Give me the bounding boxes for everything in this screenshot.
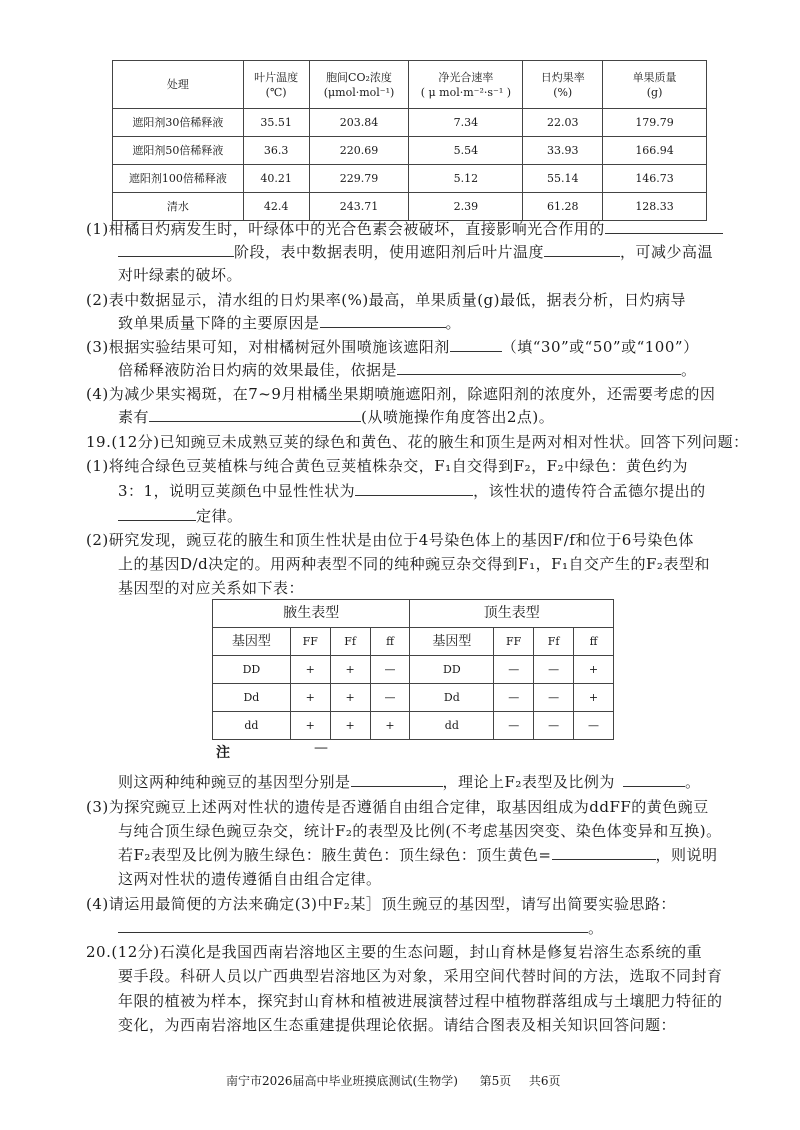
answer-blank[interactable] <box>450 337 502 352</box>
table-header-row <box>213 628 614 656</box>
table-row <box>213 656 614 684</box>
table-cell: + <box>330 656 370 684</box>
table-cell: DD <box>410 656 494 684</box>
table-header-row <box>113 61 707 109</box>
table-cell: + <box>290 712 330 740</box>
q20-line2: 要手段。科研人员以广西典型岩溶地区为对象，采用空间代替时间的方法，选取不同封育 <box>118 967 723 985</box>
header-cell: 净光合速率 ( μ mol·m⁻²·s⁻¹ ) <box>409 61 523 109</box>
answer-blank[interactable] <box>320 313 446 328</box>
answer-blank[interactable] <box>397 360 681 375</box>
table-row <box>113 109 707 137</box>
table-cell: — <box>494 684 534 712</box>
page-footer <box>226 1072 561 1089</box>
table-cell: 229.79 <box>309 165 409 193</box>
table-note-dash: — <box>314 740 328 756</box>
q20-line3: 年限的植被为样本，探究封山育林和植被进展演替过程中植物群落组成与土壤肥力特征的 <box>118 992 723 1010</box>
q18-part1-line1: (1)柑橘日灼病发生时，叶绿体中的光合色素会被破坏，直接影响光合作用的 <box>86 219 723 239</box>
table-row <box>213 712 614 740</box>
table-row <box>113 165 707 193</box>
table-cell: — <box>574 712 614 740</box>
table-cell: — <box>494 712 534 740</box>
table-cell: 40.21 <box>243 165 309 193</box>
table-cell: 2.39 <box>409 193 523 221</box>
table-cell: dd <box>410 712 494 740</box>
q20-line1: 20.(12分)石漠化是我国西南岩溶地区主要的生态问题，封山育林是修复岩溶生态系统的重 <box>86 943 703 961</box>
table-cell: 5.12 <box>409 165 523 193</box>
q19-part1-line3: 定律。 <box>118 506 243 526</box>
q18-part2-line2: 致单果质量下降的主要原因是 。 <box>118 314 462 332</box>
q20-line4: 变化，为西南岩溶地区生态重建提供理论依据。请结合图表及相关知识回答问题： <box>118 1016 677 1034</box>
answer-blank[interactable] <box>351 772 443 787</box>
table-cell: 128.33 <box>603 193 707 221</box>
q19-intro: 19.(12分)已知豌豆未成熟豆荚的绿色和黄色、花的腋生和顶生是两对相对性状。回答下列问题： <box>86 433 749 451</box>
table-cell: — <box>534 656 574 684</box>
table-cell: dd <box>213 712 291 740</box>
table-cell: 5.54 <box>409 137 523 165</box>
table-row <box>213 684 614 712</box>
footer-page-number: 第5页 <box>479 1074 512 1088</box>
table-cell: 遮阳剂100倍稀释液 <box>113 165 244 193</box>
table-title-row <box>213 600 614 628</box>
table-cell: + <box>574 656 614 684</box>
answer-blank[interactable] <box>118 242 234 257</box>
answer-blank[interactable] <box>605 219 723 234</box>
table-cell: + <box>290 684 330 712</box>
footer-total-pages: 共6页 <box>528 1074 561 1088</box>
header-cell: ff <box>370 628 410 656</box>
table-cell: DD <box>213 656 291 684</box>
table-cell: 220.69 <box>309 137 409 165</box>
table-cell: 遮阳剂30倍稀释液 <box>113 109 244 137</box>
answer-blank[interactable] <box>149 407 361 422</box>
table-row <box>113 137 707 165</box>
q19-part3-line4: 这两对性状的遗传遵循自由组合定律。 <box>118 870 382 888</box>
table-cell: — <box>534 712 574 740</box>
q19-part3-line3: 若F₂表型及比例为腋生绿色：腋生黄色：顶生绿色：顶生黄色= ，则说明 <box>118 846 718 864</box>
table-cell: — <box>370 656 410 684</box>
header-cell: ff <box>574 628 614 656</box>
header-cell: 处理 <box>113 61 244 109</box>
q19-part2-line4: 则这两种纯种豌豆的基因型分别是 ，理论上F₂表型及比例为 。 <box>118 773 701 791</box>
header-cell: 胞间CO₂浓度 (μmol·mol⁻¹) <box>309 61 409 109</box>
header-cell: Ff <box>330 628 370 656</box>
footer-title: 南宁市2026届高中毕业班摸底测试(生物学) <box>226 1074 458 1088</box>
q19-part1-line1: (1)将纯合绿色豆荚植株与纯合黄色豆荚植株杂交，F₁自交得到F₂，F₂中绿色：黄色约为 <box>86 457 689 475</box>
q19-part3-line2: 与纯合顶生绿色豌豆杂交，统计F₂的表型及比例(不考虑基因突变、染色体变异和互换)。 <box>118 822 722 840</box>
q18-part3-line1: (3)根据实验结果可知，对柑橘树冠外围喷施该遮阳剂 （填“30”或“50”或“100”） <box>86 338 699 356</box>
q18-part3-line2: 倍稀释液防治日灼病的效果最佳，依据是 。 <box>118 361 697 379</box>
table-note-label: 注 <box>216 745 230 761</box>
header-cell: FF <box>494 628 534 656</box>
table-cell: 22.03 <box>523 109 603 137</box>
q19-part2-line2: 上的基因D/d决定的。用两种表型不同的纯种豌豆杂交得到F₁，F₁自交产生的F₂表型和 <box>118 555 710 573</box>
table-cell: 清水 <box>113 193 244 221</box>
header-cell: 日灼果率 (%) <box>523 61 603 109</box>
table-cell: 61.28 <box>523 193 603 221</box>
answer-blank[interactable] <box>623 772 685 787</box>
answer-blank[interactable] <box>118 918 588 933</box>
table-cell: — <box>370 684 410 712</box>
answer-blank[interactable] <box>544 242 620 257</box>
q19-part2-line3: 基因型的对应关系如下表： <box>118 579 305 597</box>
header-cell: 基因型 <box>410 628 494 656</box>
q19-part4-line1: (4)请运用最简便的方法来确定(3)中F₂某］顶生豌豆的基因型，请写出简要实验思路： <box>86 895 676 913</box>
axillary-title: 腋生表型 <box>213 600 410 628</box>
table-row <box>113 193 707 221</box>
table-cell: 7.34 <box>409 109 523 137</box>
table-cell: 203.84 <box>309 109 409 137</box>
table-cell: 35.51 <box>243 109 309 137</box>
header-cell: 叶片温度 (℃) <box>243 61 309 109</box>
answer-blank[interactable] <box>552 845 656 860</box>
table-cell: — <box>494 656 534 684</box>
terminal-title: 顶生表型 <box>410 600 614 628</box>
table-cell: 33.93 <box>523 137 603 165</box>
table-cell: 146.73 <box>603 165 707 193</box>
q19-part4-line2: 。 <box>118 918 604 938</box>
header-cell: Ff <box>534 628 574 656</box>
answer-blank[interactable] <box>118 506 196 521</box>
table-cell: + <box>330 712 370 740</box>
q18-part1-line3: 对叶绿素的破坏。 <box>118 266 243 284</box>
q19-part2-line1: (2)研究发现，豌豆花的腋生和顶生性状是由位于4号染色体上的基因F/f和位于6号染色体 <box>86 531 694 549</box>
q19-part1-line2: 3：1，说明豆荚颜色中显性性状为 ，该性状的遗传符合孟德尔提出的 <box>118 482 706 500</box>
table-cell: 55.14 <box>523 165 603 193</box>
q18-part4-line2: 素有 (从喷施操作角度答出2点)。 <box>118 408 555 426</box>
table-cell: 42.4 <box>243 193 309 221</box>
table-cell: 36.3 <box>243 137 309 165</box>
table-cell: + <box>574 684 614 712</box>
table-cell: 179.79 <box>603 109 707 137</box>
table-cell: — <box>534 684 574 712</box>
table-cell: + <box>330 684 370 712</box>
header-cell: 基因型 <box>213 628 291 656</box>
answer-blank[interactable] <box>355 481 473 496</box>
table-cell: Dd <box>213 684 291 712</box>
table-cell: 遮阳剂50倍稀释液 <box>113 137 244 165</box>
q18-part2-line1: (2)表中数据显示，清水组的日灼果率(%)最高，单果质量(g)最低，据表分析，日灼病导 <box>86 291 687 309</box>
q19-part3-line1: (3)为探究豌豆上述两对性状的遗传是否遵循自由组合定律，取基因组成为ddFF的黄色豌豆 <box>86 798 709 816</box>
table-cell: + <box>370 712 410 740</box>
table-cell: 166.94 <box>603 137 707 165</box>
table-cell: Dd <box>410 684 494 712</box>
genotype-phenotype-table <box>212 599 614 740</box>
table-cell: + <box>290 656 330 684</box>
q18-part1-line2: 阶段，表中数据表明，使用遮阳剂后叶片温度 ，可减少高温 <box>118 242 713 262</box>
header-cell: FF <box>290 628 330 656</box>
q18-part4-line1: (4)为减少果实褐斑，在7~9月柑橘坐果期喷施遮阳剂，除遮阳剂的浓度外，还需要考虑的因 <box>86 385 716 403</box>
table-cell: 243.71 <box>309 193 409 221</box>
treatment-data-table <box>112 60 707 221</box>
header-cell: 单果质量 (g) <box>603 61 707 109</box>
